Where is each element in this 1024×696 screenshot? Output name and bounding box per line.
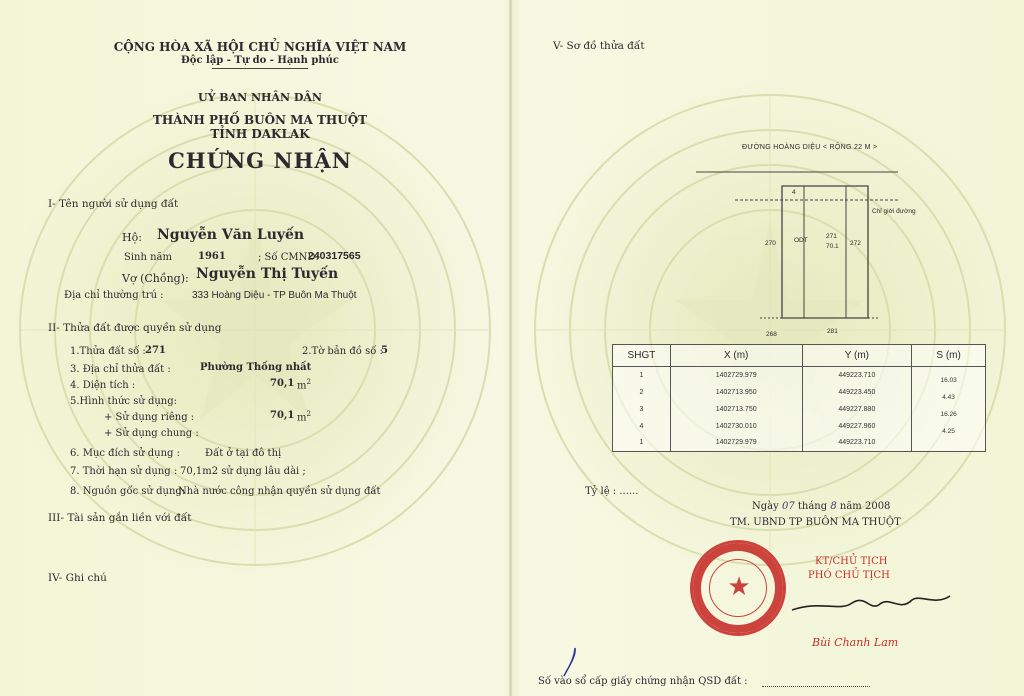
date-year-label: năm	[839, 501, 862, 512]
ho-label: Hộ:	[122, 231, 142, 244]
sketch-neighbor-270: 270	[765, 240, 776, 247]
date-month: 8	[830, 501, 837, 512]
owner-name: Nguyễn Văn Luyến	[157, 227, 305, 243]
coords-header-y: Y (m)	[802, 345, 912, 367]
signer-role-1: KT/CHỦ TỊCH	[815, 556, 888, 567]
area-value: 70,1	[270, 378, 295, 389]
coords-id: 3	[613, 401, 671, 418]
province-name: TỈNH DAKLAK	[210, 127, 310, 141]
motto: Độc lập - Tự do - Hạnh phúc	[181, 55, 339, 66]
coords-x: 1402729.979	[670, 435, 802, 452]
boundary-label: Chỉ giới đường	[872, 208, 916, 215]
sketch-parcel-no: 271	[826, 233, 837, 240]
sketch-neighbor-281: 281	[827, 328, 838, 335]
parcel-label: 1.Thửa đất số :	[70, 346, 146, 357]
coords-header-shgt: SHGT	[613, 345, 671, 367]
coords-s: 16.03	[912, 367, 986, 384]
parcel-number: 271	[145, 345, 166, 356]
sketch-mark: 4	[792, 189, 796, 196]
coords-id: 4	[613, 418, 671, 435]
coords-s: 4.43	[912, 384, 986, 401]
origin-value: Nhà nước công nhận quyền sử dụng đất	[178, 486, 381, 497]
coords-id: 1	[613, 435, 671, 452]
registry-line	[762, 686, 870, 687]
term-label: 7. Thời hạn sử dụng :	[70, 466, 178, 477]
form-label: 5.Hình thức sử dụng:	[70, 396, 178, 407]
section-4-heading: IV- Ghi chú	[48, 572, 107, 584]
map-number: 5	[381, 345, 388, 356]
coords-header-x: X (m)	[670, 345, 802, 367]
city-name: THÀNH PHỐ BUÔN MA THUỘT	[152, 113, 368, 127]
sketch-area: 70.1	[826, 243, 839, 250]
coords-id: 2	[613, 384, 671, 401]
section-1-heading: I- Tên người sử dụng đất	[48, 198, 179, 210]
road-label: ĐƯỜNG HOÀNG DIỆU < RỘNG 22 M >	[742, 144, 878, 151]
area-unit-text: m	[297, 380, 307, 392]
coords-x: 1402729.979	[670, 367, 802, 384]
private-use-unit: $m^2$	[297, 410, 311, 424]
section-3-heading: III- Tài sản gắn liền với đất	[48, 512, 192, 524]
date-year: 2008	[864, 501, 891, 512]
coords-x: 1402713.950	[670, 384, 802, 401]
term-value: 70,1m2 sử dụng lâu dài ;	[180, 466, 306, 477]
coords-x: 1402713.750	[670, 401, 802, 418]
private-use-label: + Sử dụng riêng :	[104, 412, 195, 423]
coords-y: 449227.960	[802, 418, 912, 435]
coords-s: 16.26	[912, 401, 986, 418]
private-use-value: 70,1	[270, 410, 295, 421]
coords-y: 449223.710	[802, 435, 912, 452]
area-unit: $m^2$	[297, 378, 311, 392]
purpose-label: 6. Mục đích sử dụng :	[70, 448, 180, 459]
sketch-neighbor-268: 268	[766, 331, 777, 338]
shared-use-label: + Sử dụng chung :	[104, 428, 199, 439]
location-label: 3. Địa chỉ thửa đất :	[70, 364, 171, 375]
country-name: CỘNG HÒA XÃ HỘI CHỦ NGHĨA VIỆT NAM	[113, 40, 407, 54]
id-label: ; Số CMND:	[258, 252, 319, 263]
purpose-value: Đất ở tại đô thị	[205, 448, 282, 459]
location-value: Phường Thống nhất	[200, 362, 312, 373]
issuing-org: TM. UBND TP BUÔN MA THUỘT	[730, 517, 901, 528]
committee-name: UỶ BAN NHÂN DÂN	[198, 91, 322, 104]
sketch-code: ODT	[794, 237, 808, 244]
signer-name: Bùi Chanh Lam	[812, 636, 899, 649]
spouse-label: Vợ (Chồng):	[122, 272, 189, 285]
birth-label: Sinh năm	[124, 252, 172, 263]
spouse-name: Nguyễn Thị Tuyến	[196, 266, 339, 282]
area-label: 4. Diện tích :	[70, 380, 136, 391]
section-5-heading: V- Sơ đồ thửa đất	[553, 40, 645, 52]
scale-label: Tỷ lệ : ......	[585, 486, 639, 497]
date-month-label: tháng	[797, 501, 828, 512]
coords-id: 1	[613, 367, 671, 384]
date-day: 07	[781, 501, 795, 512]
seal-star-icon: ★	[727, 572, 751, 602]
coords-s: 4.25	[912, 418, 986, 435]
birth-year: 1961	[198, 251, 226, 262]
certificate-title: CHỨNG NHẬN	[168, 148, 352, 173]
coords-header-s: S (m)	[912, 345, 986, 367]
origin-label: 8. Nguồn gốc sử dụng:	[70, 486, 186, 497]
address-value: 333 Hoàng Diệu - TP Buôn Ma Thuột	[192, 290, 357, 301]
map-label: 2.Tờ bản đồ số :	[302, 346, 383, 357]
coords-y: 449223.450	[802, 384, 912, 401]
registry-label: Số vào sổ cấp giấy chứng nhận QSD đất :	[538, 676, 748, 687]
coords-y: 449227.880	[802, 401, 912, 418]
coords-y: 449223.710	[802, 367, 912, 384]
id-number: 240317565	[308, 250, 361, 262]
coords-x: 1402730.010	[670, 418, 802, 435]
date-prefix: Ngày	[752, 501, 779, 512]
section-2-heading: II- Thửa đất được quyền sử dụng	[48, 322, 222, 334]
private-unit-text: m	[297, 412, 307, 424]
address-label: Địa chỉ thường trú :	[64, 290, 164, 301]
sketch-neighbor-272: 272	[850, 240, 861, 247]
signer-role-2: PHÓ CHỦ TỊCH	[808, 570, 890, 581]
